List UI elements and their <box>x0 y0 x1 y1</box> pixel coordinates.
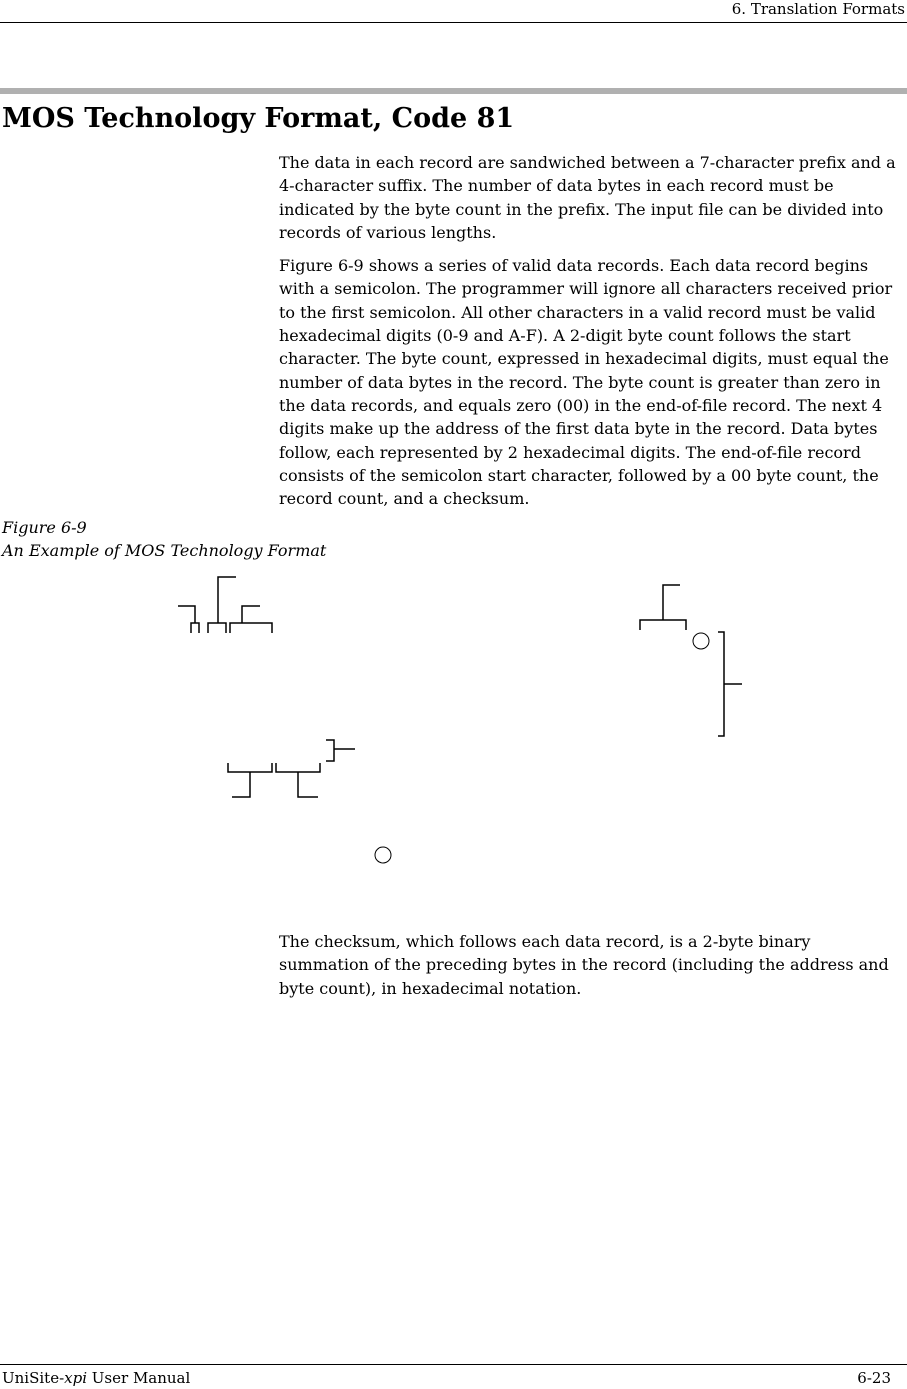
records-bracket <box>718 632 742 736</box>
eof-callouts <box>228 740 391 863</box>
paragraph: The checksum, which follows each data record, is a 2-byte binary summation of the preceding bytes in the record (including the address and byte count), in hexadecimal notation. <box>279 932 889 998</box>
section-title: MOS Technology Format, Code 81 <box>2 103 515 134</box>
page-number: 6-23 <box>857 1369 891 1387</box>
prefix-callouts <box>178 577 272 633</box>
paragraph: The data in each record are sandwiched between a 7-character prefix and a 4-character suffix. The number of data bytes in each record must be indicated by the byte count in the prefix. The input file can be divided into records of various lengths. <box>279 153 896 242</box>
figure-title: An Example of MOS Technology Format <box>2 541 327 560</box>
manual-suffix: User Manual <box>87 1369 191 1387</box>
figure-number: Figure 6-9 <box>2 518 87 537</box>
closing-text <box>279 930 905 1010</box>
footer-rule <box>0 1364 907 1365</box>
checksum-callout <box>640 585 709 649</box>
footer-manual <box>2 1369 190 1387</box>
manual-name: UniSite- <box>2 1369 65 1387</box>
running-header: 6. Translation Formats <box>731 0 905 18</box>
manual-model: xpi <box>64 1369 88 1387</box>
paragraph: Figure 6-9 shows a series of valid data records. Each data record begins with a semicolon. The programmer will ignore all characters received prior to the first semicolon. All other characters in a valid record must be valid hexadecimal digits (0-9 and A-F). A 2-digit byte count follows the start character. The byte count, expressed in hexadecimal digits, must equal the number of data bytes in the record. The byte count is greater than zero in the data records, and equals zero (00) in the end-of-file record. The next 4 digits make up the address of the first data byte in the record. Data bytes follow, each represented by 2 hexadecimal digits. The end-of-file record consists of the semicolon start character, followed by a 00 byte count, the record count, and a checksum. <box>279 256 893 509</box>
